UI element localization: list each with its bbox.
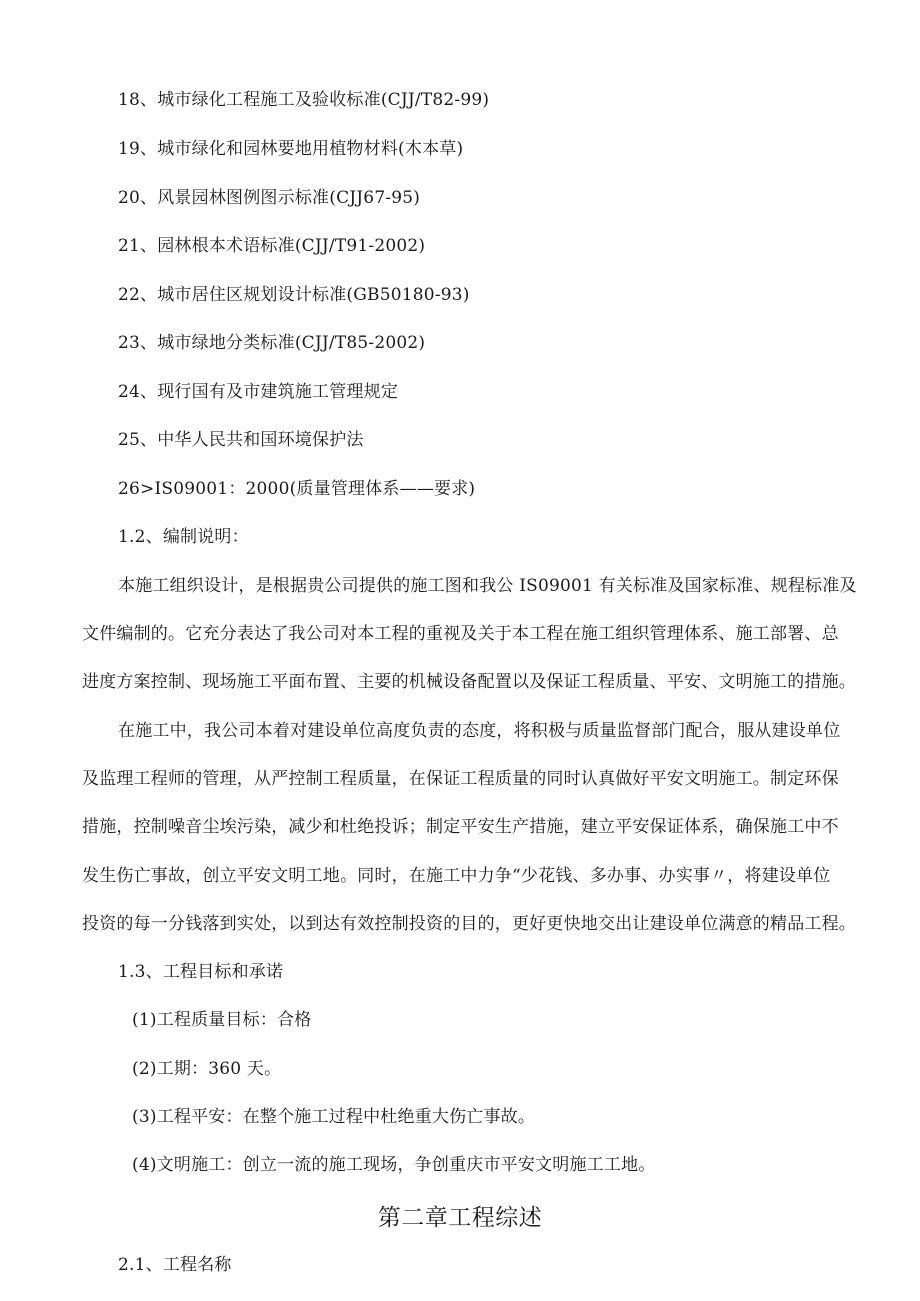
section-heading-1-3: 1.3、工程目标和承诺 xyxy=(118,962,284,982)
paragraph-line: 及监理工程师的管理，从严控制工程质量，在保证工程质量的同时认真做好平安文明施工。制定环保 xyxy=(82,769,839,789)
paragraph-line: 发生伤亡事故，创立平安文明工地。同时，在施工中力争“少花钱、多办事、办实事〃，将建设单位 xyxy=(82,866,831,886)
reference-item-20: 20、风景园林图例图示标准(CJJ67-95) xyxy=(118,188,421,208)
reference-item-18: 18、城市绿化工程施工及验收标准(CJJ/T82-99) xyxy=(118,90,490,110)
paragraph-line: 进度方案控制、现场施工平面布置、主要的机械设备配置以及保证工程质量、平安、文明施工的措施。 xyxy=(82,672,856,692)
reference-item-19: 19、城市绿化和园林要地用植物材料(木本草) xyxy=(118,139,464,159)
goal-civilized-construction: (4)文明施工：创立一流的施工现场，争创重庆市平安文明施工工地。 xyxy=(132,1155,656,1175)
reference-item-23: 23、城市绿地分类标准(CJJ/T85-2002) xyxy=(118,333,426,353)
paragraph-line: 在施工中，我公司本着对建设单位高度负责的态度，将积极与质量监督部门配合，服从建设单位 xyxy=(118,721,841,741)
section-heading-2-1: 2.1、工程名称 xyxy=(118,1255,232,1275)
reference-item-21: 21、园林根本术语标准(CJJ/T91-2002) xyxy=(118,236,426,256)
paragraph-line: 本施工组织设计，是根据贵公司提供的施工图和我公 IS09001 有关标准及国家标准、规程标准及 xyxy=(118,576,857,596)
section-heading-1-2: 1.2、编制说明： xyxy=(118,527,249,547)
reference-item-22: 22、城市居住区规划设计标准(GB50180-93) xyxy=(118,285,470,305)
goal-safety: (3)工程平安：在整个施工过程中杜绝重大伤亡事故。 xyxy=(132,1107,536,1127)
goal-duration: (2)工期：360 天。 xyxy=(132,1059,282,1079)
paragraph-line: 投资的每一分钱落到实处，以到达有效控制投资的目的，更好更快地交出让建设单位满意的精品工程。 xyxy=(82,914,856,934)
reference-item-26: 26>IS09001：2000(质量管理体系——要求) xyxy=(118,479,476,499)
paragraph-line: 文件编制的。它充分表达了我公司对本工程的重视及关于本工程在施工组织管理体系、施工部署、总 xyxy=(82,624,839,644)
goal-quality: (1)工程质量目标：合格 xyxy=(132,1010,312,1030)
reference-item-25: 25、中华人民共和国环境保护法 xyxy=(118,430,364,450)
paragraph-line: 措施，控制噪音尘埃污染，减少和杜绝投诉；制定平安生产措施，建立平安保证体系，确保施工中不 xyxy=(82,817,839,837)
reference-item-24: 24、现行国有及市建筑施工管理规定 xyxy=(118,382,399,402)
chapter-title: 第二章工程综述 xyxy=(377,1205,543,1231)
